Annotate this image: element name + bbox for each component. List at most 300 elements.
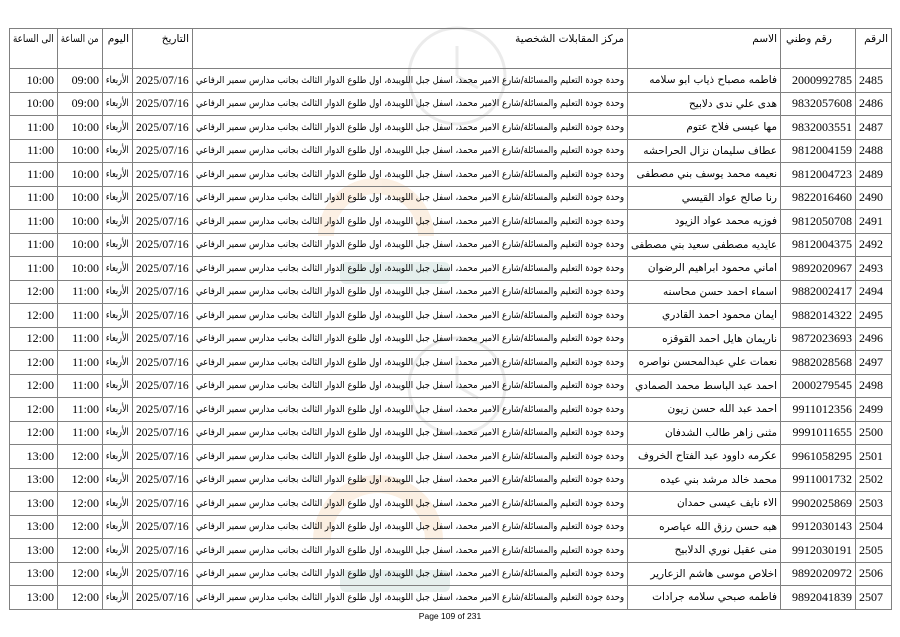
header-national-id-label: رقم وطني	[786, 33, 832, 45]
interview-day-cell	[103, 139, 133, 163]
to-time-text: 13:00	[26, 542, 54, 557]
header-from-time	[58, 29, 103, 69]
interview-center-cell	[193, 139, 628, 163]
to-time-text: 12:00	[26, 331, 54, 346]
table-row	[10, 116, 892, 140]
national-id-cell	[781, 421, 856, 445]
applicant-name-text: فوزيه محمد عواد الزيود	[674, 215, 777, 228]
row-number-text: 2485	[859, 72, 883, 87]
page-number: Page 109 of 231	[418, 611, 482, 621]
interview-date-cell	[133, 327, 193, 351]
national-id-text: 2000992785	[792, 72, 852, 87]
interview-date-cell	[133, 257, 193, 281]
applicant-name-cell	[628, 92, 781, 116]
table-row	[10, 92, 892, 116]
interview-day-text: الأربعاء	[106, 192, 129, 204]
interview-date-text: 2025/07/16	[136, 166, 189, 181]
table-row	[10, 210, 892, 234]
from-time-text: 12:00	[71, 519, 99, 534]
row-number-cell	[856, 492, 892, 516]
applicant-name-cell	[628, 492, 781, 516]
to-time-text: 11:00	[27, 213, 54, 228]
national-id-text: 9812004159	[792, 143, 852, 158]
row-number-cell	[856, 539, 892, 563]
interview-day-text: الأربعاء	[106, 74, 129, 86]
table-row	[10, 421, 892, 445]
to-time-text: 12:00	[26, 425, 54, 440]
to-time-text: 11:00	[27, 260, 54, 275]
to-time-text: 12:00	[26, 401, 54, 416]
row-number-cell	[856, 210, 892, 234]
from-time-text: 11:00	[72, 284, 99, 299]
interview-date-cell	[133, 69, 193, 93]
national-id-cell	[781, 492, 856, 516]
table-row	[10, 398, 892, 422]
to-time-text: 11:00	[27, 143, 54, 158]
interview-center-cell	[193, 233, 628, 257]
national-id-cell	[781, 445, 856, 469]
to-time-cell	[10, 92, 58, 116]
national-id-cell	[781, 586, 856, 610]
row-number-text: 2507	[859, 589, 883, 604]
from-time-cell	[58, 163, 103, 187]
from-time-cell	[58, 233, 103, 257]
header-from-time-label: من الساعة	[61, 33, 99, 45]
interview-date-text: 2025/07/16	[136, 519, 189, 534]
from-time-text: 12:00	[71, 495, 99, 510]
table-row	[10, 327, 892, 351]
interview-day-text: الأربعاء	[106, 262, 129, 274]
to-time-cell	[10, 327, 58, 351]
applicant-name-text: نعمات علي عبدالمحسن نواصره	[638, 356, 777, 369]
interview-center-text: وحدة جودة التعليم والمسائلة/شارع الامير محمد، اسفل جبل اللويبدة، اول طلوع الدوار الثالث بجانب مدارس سمير الرفاعي	[195, 286, 624, 298]
interview-day-text: الأربعاء	[106, 239, 129, 251]
row-number-cell	[856, 304, 892, 328]
to-time-text: 12:00	[26, 284, 54, 299]
row-number-cell	[856, 69, 892, 93]
interview-center-cell	[193, 304, 628, 328]
row-number-text: 2495	[859, 307, 883, 322]
interview-center-cell	[193, 327, 628, 351]
interview-date-text: 2025/07/16	[136, 331, 189, 346]
interview-center-cell	[193, 186, 628, 210]
national-id-cell	[781, 257, 856, 281]
applicant-name-cell	[628, 139, 781, 163]
table-row	[10, 139, 892, 163]
table-row	[10, 351, 892, 375]
to-time-cell	[10, 374, 58, 398]
national-id-text: 9832057608	[792, 96, 852, 111]
to-time-cell	[10, 139, 58, 163]
row-number-text: 2504	[859, 519, 883, 534]
from-time-text: 10:00	[71, 166, 99, 181]
header-day-label: اليوم	[107, 33, 129, 45]
interview-day-cell	[103, 304, 133, 328]
interview-day-cell	[103, 69, 133, 93]
interview-center-text: وحدة جودة التعليم والمسائلة/شارع الامير محمد، اسفل جبل اللويبدة، اول طلوع الدوار الثالث بجانب مدارس سمير الرفاعي	[195, 121, 624, 133]
to-time-cell	[10, 421, 58, 445]
applicant-name-cell	[628, 398, 781, 422]
interview-day-text: الأربعاء	[106, 450, 129, 462]
interview-day-cell	[103, 515, 133, 539]
interview-date-text: 2025/07/16	[136, 354, 189, 369]
from-time-cell	[58, 492, 103, 516]
from-time-cell	[58, 92, 103, 116]
interview-center-cell	[193, 398, 628, 422]
interview-day-text: الأربعاء	[106, 333, 129, 345]
header-name	[628, 29, 781, 69]
national-id-cell	[781, 468, 856, 492]
interview-center-cell	[193, 116, 628, 140]
from-time-cell	[58, 327, 103, 351]
national-id-text: 9872023693	[792, 331, 852, 346]
interview-date-cell	[133, 515, 193, 539]
table-row	[10, 374, 892, 398]
row-number-cell	[856, 139, 892, 163]
interview-day-cell	[103, 92, 133, 116]
interview-date-text: 2025/07/16	[136, 284, 189, 299]
from-time-cell	[58, 210, 103, 234]
interview-date-cell	[133, 233, 193, 257]
interview-center-text: وحدة جودة التعليم والمسائلة/شارع الامير محمد، اسفل جبل اللويبدة، اول طلوع الدوار الثالث بجانب مدارس سمير الرفاعي	[195, 591, 624, 603]
interview-date-text: 2025/07/16	[136, 190, 189, 205]
interview-date-text: 2025/07/16	[136, 378, 189, 393]
interview-day-cell	[103, 374, 133, 398]
applicant-name-text: عايديه مصطفى سعيد بني مصطفى	[631, 238, 777, 251]
row-number-text: 2497	[859, 354, 883, 369]
applicant-name-cell	[628, 562, 781, 586]
interview-center-text: وحدة جودة التعليم والمسائلة/شارع الامير محمد، اسفل جبل اللويبدة، اول طلوع الدوار الثالث بجانب مدارس سمير الرفاعي	[195, 474, 624, 486]
interview-day-cell	[103, 492, 133, 516]
national-id-cell	[781, 398, 856, 422]
national-id-text: 9882002417	[792, 284, 852, 299]
from-time-text: 10:00	[71, 143, 99, 158]
from-time-text: 10:00	[71, 260, 99, 275]
applicant-name-text: مثنى زاهر طالب الشدفان	[664, 426, 777, 439]
national-id-text: 9892020967	[792, 260, 852, 275]
applicant-name-cell	[628, 233, 781, 257]
interview-date-cell	[133, 116, 193, 140]
header-row-number-label: الرقم	[864, 33, 888, 45]
to-time-cell	[10, 351, 58, 375]
interview-center-text: وحدة جودة التعليم والمسائلة/شارع الامير محمد، اسفل جبل اللويبدة، اول طلوع الدوار الثالث بجانب مدارس سمير الرفاعي	[195, 427, 624, 439]
row-number-cell	[856, 421, 892, 445]
national-id-text: 9882028568	[792, 354, 852, 369]
header-to-time	[10, 29, 58, 69]
interview-day-cell	[103, 421, 133, 445]
interview-date-text: 2025/07/16	[136, 72, 189, 87]
interview-center-text: وحدة جودة التعليم والمسائلة/شارع الامير محمد، اسفل جبل اللويبدة، اول طلوع الدوار الثالث بجانب مدارس سمير الرفاعي	[195, 544, 624, 556]
interview-date-cell	[133, 586, 193, 610]
from-time-cell	[58, 257, 103, 281]
interview-date-cell	[133, 539, 193, 563]
interview-date-cell	[133, 280, 193, 304]
table-row	[10, 445, 892, 469]
row-number-text: 2501	[859, 448, 883, 463]
national-id-text: 9892041839	[792, 589, 852, 604]
national-id-text: 9911001732	[792, 472, 852, 487]
national-id-text: 9812004723	[792, 166, 852, 181]
applicant-name-text: هدى علي ندى دلابيح	[689, 97, 777, 110]
national-id-cell	[781, 351, 856, 375]
table-row	[10, 304, 892, 328]
from-time-text: 12:00	[71, 448, 99, 463]
from-time-cell	[58, 515, 103, 539]
interview-date-text: 2025/07/16	[136, 237, 189, 252]
interview-date-text: 2025/07/16	[136, 495, 189, 510]
table-row	[10, 562, 892, 586]
row-number-cell	[856, 327, 892, 351]
to-time-cell	[10, 445, 58, 469]
from-time-cell	[58, 421, 103, 445]
applicant-name-text: اسماء احمد حسن محاسنه	[663, 285, 777, 298]
from-time-text: 11:00	[72, 354, 99, 369]
interview-center-text: وحدة جودة التعليم والمسائلة/شارع الامير محمد، اسفل جبل اللويبدة، اول طلوع الدوار الثالث بجانب مدارس سمير الرفاعي	[195, 450, 624, 462]
interview-center-cell	[193, 421, 628, 445]
interview-center-cell	[193, 586, 628, 610]
interview-day-cell	[103, 210, 133, 234]
header-interview-center-label: مركز المقابلات الشخصية	[515, 33, 624, 45]
applicant-name-text: احمد عبد الباسط محمد الصمادي	[635, 379, 777, 392]
from-time-text: 10:00	[71, 237, 99, 252]
interview-date-text: 2025/07/16	[136, 213, 189, 228]
national-id-cell	[781, 327, 856, 351]
interview-center-cell	[193, 562, 628, 586]
applicant-name-text: فاطمه مصباح ذياب ابو سلامه	[649, 74, 777, 87]
row-number-text: 2491	[859, 213, 883, 228]
table-row	[10, 257, 892, 281]
to-time-cell	[10, 539, 58, 563]
from-time-text: 11:00	[72, 378, 99, 393]
applicant-name-text: اخلاص موسى هاشم الزعارير	[650, 567, 777, 580]
to-time-cell	[10, 163, 58, 187]
national-id-text: 9912030143	[792, 519, 852, 534]
row-number-cell	[856, 586, 892, 610]
row-number-cell	[856, 92, 892, 116]
interview-center-text: وحدة جودة التعليم والمسائلة/شارع الامير محمد، اسفل جبل اللويبدة، اول طلوع الدوار الثالث بجانب مدارس سمير الرفاعي	[195, 497, 624, 509]
applicant-name-cell	[628, 116, 781, 140]
from-time-text: 12:00	[71, 472, 99, 487]
header-date-label: التاريخ	[161, 33, 189, 45]
from-time-text: 11:00	[72, 401, 99, 416]
applicant-name-text: منى عقيل نوري الدلابيح	[674, 544, 777, 557]
interview-center-cell	[193, 92, 628, 116]
header-national-id	[781, 29, 856, 69]
interview-center-text: وحدة جودة التعليم والمسائلة/شارع الامير محمد، اسفل جبل اللويبدة، اول طلوع الدوار الثالث بجانب مدارس سمير الرفاعي	[195, 356, 624, 368]
applicant-name-cell	[628, 515, 781, 539]
applicant-name-cell	[628, 69, 781, 93]
national-id-cell	[781, 163, 856, 187]
header-row	[10, 29, 892, 69]
interview-day-cell	[103, 116, 133, 140]
interview-center-text: وحدة جودة التعليم والمسائلة/شارع الامير محمد، اسفل جبل اللويبدة، اول طلوع الدوار الثالث بجانب مدارس سمير الرفاعي	[195, 380, 624, 392]
interview-day-cell	[103, 257, 133, 281]
interview-center-cell	[193, 539, 628, 563]
interview-center-text: وحدة جودة التعليم والمسائلة/شارع الامير محمد، اسفل جبل اللويبدة، اول طلوع الدوار الثالث بجانب مدارس سمير الرفاعي	[195, 239, 624, 251]
to-time-text: 13:00	[26, 519, 54, 534]
national-id-cell	[781, 374, 856, 398]
applicant-name-text: الاء نايف عيسى حمدان	[676, 497, 777, 510]
interview-date-text: 2025/07/16	[136, 96, 189, 111]
to-time-text: 11:00	[27, 119, 54, 134]
interview-date-cell	[133, 468, 193, 492]
interview-day-cell	[103, 586, 133, 610]
table-body	[10, 69, 892, 610]
interview-center-text: وحدة جودة التعليم والمسائلة/شارع الامير محمد، اسفل جبل اللويبدة، اول طلوع الدوار الثالث بجانب مدارس سمير الرفاعي	[195, 215, 624, 227]
from-time-cell	[58, 186, 103, 210]
row-number-cell	[856, 398, 892, 422]
national-id-text: 9911012356	[792, 401, 852, 416]
table-row	[10, 163, 892, 187]
national-id-text: 2000279545	[792, 378, 852, 393]
national-id-cell	[781, 69, 856, 93]
interview-day-cell	[103, 186, 133, 210]
to-time-cell	[10, 562, 58, 586]
national-id-text: 9812004375	[792, 237, 852, 252]
applicant-name-cell	[628, 421, 781, 445]
interview-date-cell	[133, 492, 193, 516]
from-time-cell	[58, 445, 103, 469]
interview-day-cell	[103, 233, 133, 257]
interview-day-text: الأربعاء	[106, 121, 129, 133]
interview-center-cell	[193, 69, 628, 93]
applicant-name-text: نعيمه محمد يوسف بني مصطفى	[636, 168, 777, 181]
to-time-cell	[10, 515, 58, 539]
applicant-name-cell	[628, 586, 781, 610]
to-time-text: 11:00	[27, 237, 54, 252]
applicant-name-text: هبه حسن رزق الله عياصره	[659, 520, 777, 533]
from-time-text: 12:00	[71, 566, 99, 581]
national-id-cell	[781, 233, 856, 257]
interview-center-cell	[193, 445, 628, 469]
interview-date-text: 2025/07/16	[136, 542, 189, 557]
interview-center-text: وحدة جودة التعليم والمسائلة/شارع الامير محمد، اسفل جبل اللويبدة، اول طلوع الدوار الثالث بجانب مدارس سمير الرفاعي	[195, 98, 624, 110]
interview-date-cell	[133, 139, 193, 163]
interview-schedule-table	[9, 28, 892, 610]
row-number-cell	[856, 374, 892, 398]
interview-day-text: الأربعاء	[106, 145, 129, 157]
to-time-text: 12:00	[26, 378, 54, 393]
national-id-cell	[781, 210, 856, 234]
to-time-cell	[10, 398, 58, 422]
from-time-cell	[58, 586, 103, 610]
from-time-text: 11:00	[72, 425, 99, 440]
interview-center-cell	[193, 257, 628, 281]
interview-center-cell	[193, 280, 628, 304]
from-time-cell	[58, 304, 103, 328]
national-id-cell	[781, 116, 856, 140]
national-id-cell	[781, 562, 856, 586]
applicant-name-cell	[628, 186, 781, 210]
from-time-text: 10:00	[71, 119, 99, 134]
to-time-text: 11:00	[27, 190, 54, 205]
to-time-cell	[10, 233, 58, 257]
national-id-text: 9812050708	[792, 213, 852, 228]
from-time-text: 10:00	[71, 213, 99, 228]
row-number-cell	[856, 116, 892, 140]
applicant-name-cell	[628, 257, 781, 281]
to-time-text: 12:00	[26, 354, 54, 369]
applicant-name-cell	[628, 374, 781, 398]
from-time-text: 11:00	[72, 331, 99, 346]
to-time-cell	[10, 280, 58, 304]
table-row	[10, 186, 892, 210]
row-number-text: 2490	[859, 190, 883, 205]
national-id-cell	[781, 186, 856, 210]
applicant-name-text: فاطمه صبحي سلامه جرادات	[652, 591, 777, 604]
to-time-text: 10:00	[26, 72, 54, 87]
national-id-cell	[781, 515, 856, 539]
to-time-text: 13:00	[26, 448, 54, 463]
row-number-text: 2488	[859, 143, 883, 158]
interview-day-cell	[103, 562, 133, 586]
from-time-text: 09:00	[71, 72, 99, 87]
applicant-name-text: ايمان محمود احمد القادري	[662, 309, 777, 322]
row-number-text: 2499	[859, 401, 883, 416]
interview-date-cell	[133, 351, 193, 375]
applicant-name-text: احمد عبد الله حسن زيون	[667, 403, 777, 416]
to-time-text: 13:00	[26, 589, 54, 604]
to-time-text: 12:00	[26, 307, 54, 322]
table-row	[10, 233, 892, 257]
interview-center-cell	[193, 468, 628, 492]
applicant-name-cell	[628, 163, 781, 187]
interview-center-text: وحدة جودة التعليم والمسائلة/شارع الامير محمد، اسفل جبل اللويبدة، اول طلوع الدوار الثالث بجانب مدارس سمير الرفاعي	[195, 192, 624, 204]
interview-date-cell	[133, 186, 193, 210]
row-number-text: 2505	[859, 542, 883, 557]
row-number-cell	[856, 468, 892, 492]
interview-day-text: الأربعاء	[106, 427, 129, 439]
applicant-name-text: عطاف سليمان نزال الحراحشه	[643, 144, 777, 157]
interview-day-text: الأربعاء	[106, 98, 129, 110]
interview-center-cell	[193, 210, 628, 234]
interview-date-text: 2025/07/16	[136, 119, 189, 134]
from-time-text: 10:00	[71, 190, 99, 205]
interview-date-text: 2025/07/16	[136, 566, 189, 581]
interview-day-text: الأربعاء	[106, 591, 129, 603]
from-time-cell	[58, 116, 103, 140]
applicant-name-cell	[628, 327, 781, 351]
interview-date-cell	[133, 374, 193, 398]
row-number-cell	[856, 351, 892, 375]
to-time-text: 11:00	[27, 166, 54, 181]
interview-center-cell	[193, 351, 628, 375]
row-number-cell	[856, 445, 892, 469]
interview-day-text: الأربعاء	[106, 215, 129, 227]
interview-day-text: الأربعاء	[106, 286, 129, 298]
interview-center-text: وحدة جودة التعليم والمسائلة/شارع الامير محمد، اسفل جبل اللويبدة، اول طلوع الدوار الثالث بجانب مدارس سمير الرفاعي	[195, 309, 624, 321]
interview-day-text: الأربعاء	[106, 568, 129, 580]
header-row-number	[856, 29, 892, 69]
from-time-cell	[58, 280, 103, 304]
applicant-name-text: مها عيسى فلاح عتوم	[686, 121, 777, 134]
interview-center-text: وحدة جودة التعليم والمسائلة/شارع الامير محمد، اسفل جبل اللويبدة، اول طلوع الدوار الثالث بجانب مدارس سمير الرفاعي	[195, 74, 624, 86]
header-interview-center	[193, 29, 628, 69]
interview-center-cell	[193, 163, 628, 187]
applicant-name-cell	[628, 445, 781, 469]
header-day	[103, 29, 133, 69]
interview-date-cell	[133, 421, 193, 445]
from-time-cell	[58, 374, 103, 398]
interview-date-text: 2025/07/16	[136, 425, 189, 440]
interview-day-text: الأربعاء	[106, 521, 129, 533]
national-id-cell	[781, 139, 856, 163]
header-to-time-label: الى الساعة	[13, 33, 54, 45]
interview-day-text: الأربعاء	[106, 474, 129, 486]
interview-center-text: وحدة جودة التعليم والمسائلة/شارع الامير محمد، اسفل جبل اللويبدة، اول طلوع الدوار الثالث بجانب مدارس سمير الرفاعي	[195, 403, 624, 415]
table-row	[10, 69, 892, 93]
national-id-text: 9822016460	[792, 190, 852, 205]
